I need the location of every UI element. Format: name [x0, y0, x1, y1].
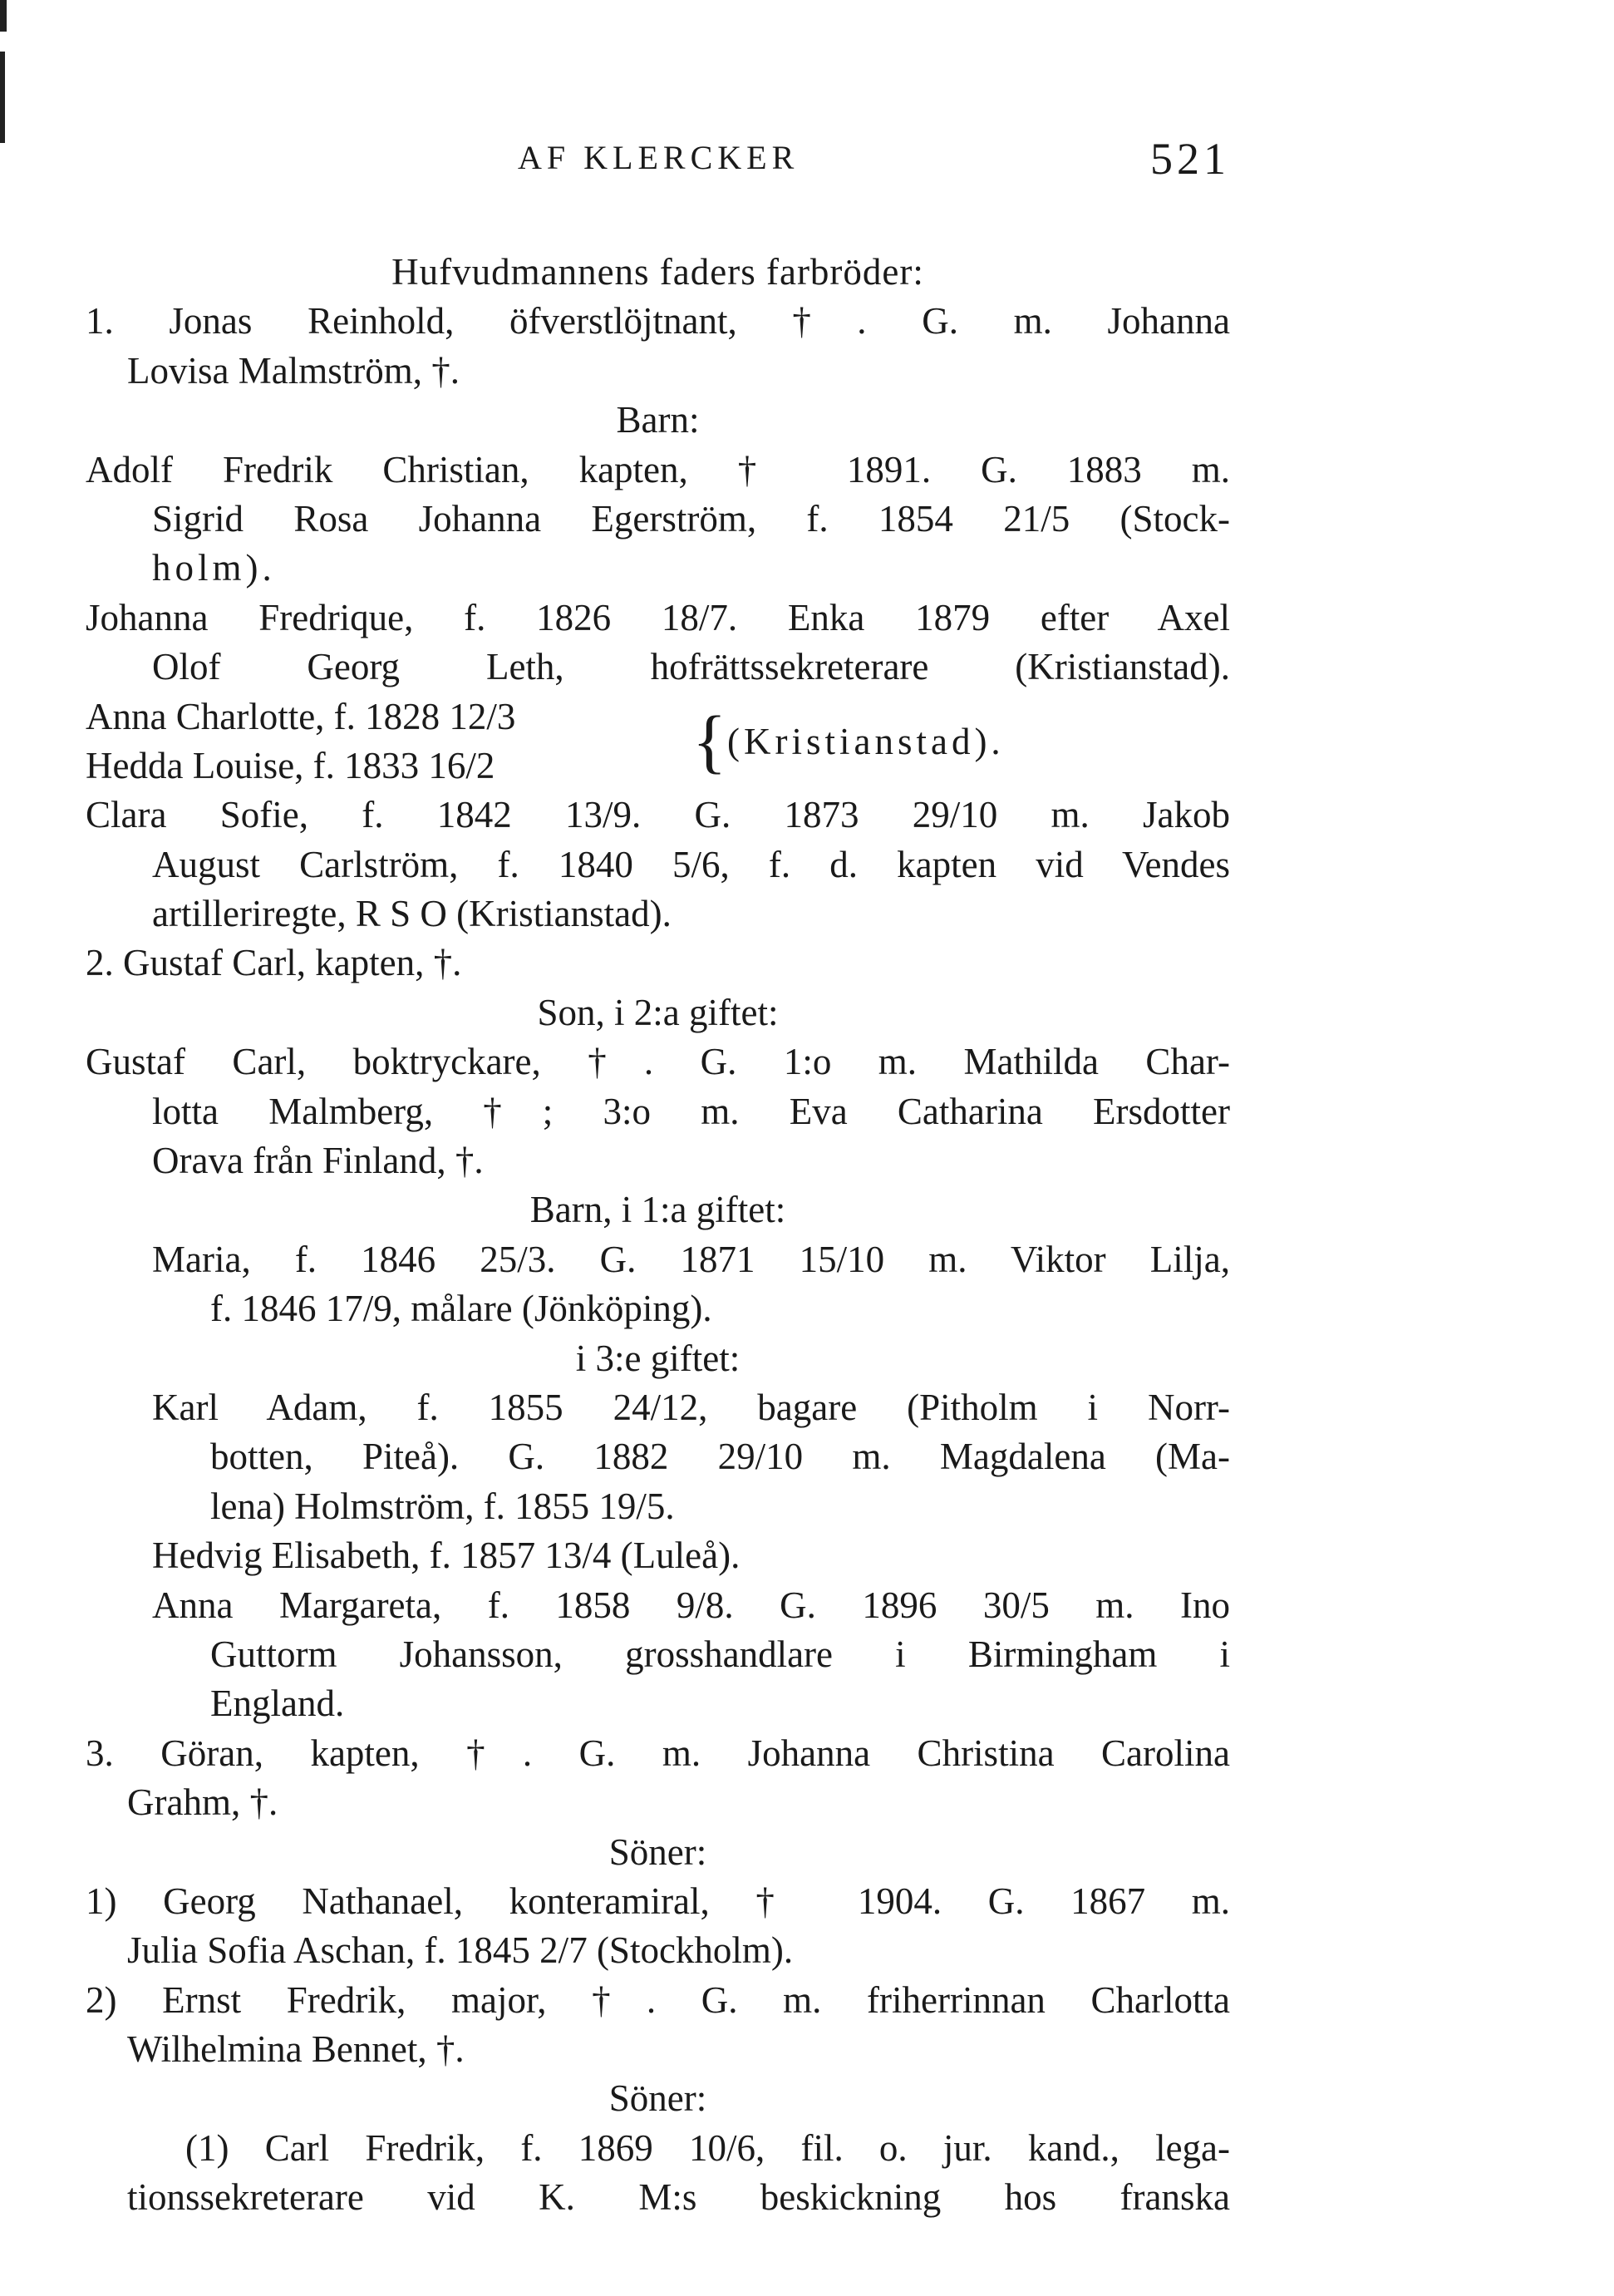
text-line: Hedvig Elisabeth, f. 1857 13/4 (Luleå). [152, 1535, 741, 1577]
text-line: (1) Carl Fredrik, f. 1869 10/6, fil. o. jur. kand., lega- [185, 2126, 1230, 2169]
bracket-place: (Kristianstad). [727, 720, 1005, 762]
text-line: lotta Malmberg, †; 3:o m. Eva Catharina Ersdotter [152, 1090, 1230, 1132]
subheading: Son, i 2:a giftet: [537, 991, 779, 1033]
text-line: England. [210, 1683, 345, 1725]
text-line: Adolf Fredrik Christian, kapten, † 1891. G. 1883 m. [86, 448, 1230, 490]
text-line: Sigrid Rosa Johanna Egerström, f. 1854 21/5 (Stock- [152, 497, 1230, 540]
text-line: Orava från Finland, †. [152, 1140, 484, 1182]
text-line: Maria, f. 1846 25/3. G. 1871 15/10 m. Viktor Lilja, [152, 1238, 1230, 1280]
text-line: Hedda Louise, f. 1833 16/2 [86, 744, 495, 786]
bracketed-entries [86, 692, 1230, 791]
page-body [86, 248, 1230, 2223]
text-line: Guttorm Johansson, grosshandlare i Birmingham i [210, 1633, 1230, 1675]
text-line: 2. Gustaf Carl, kapten, †. [86, 942, 462, 984]
text-line: August Carlström, f. 1840 5/6, f. d. kapten vid Vendes [152, 843, 1230, 885]
text-line: Anna Margareta, f. 1858 9/8. G. 1896 30/5 m. Ino [152, 1584, 1230, 1626]
text-line: f. 1846 17/9, målare (Jönköping). [210, 1288, 712, 1330]
text-line: tionssekreterare vid K. M:s beskickning hos franska [127, 2176, 1230, 2219]
text-line: artilleriregte, R S O (Kristianstad). [152, 893, 672, 935]
subheading: Söner: [608, 1830, 707, 1873]
text-line: Clara Sofie, f. 1842 13/9. G. 1873 29/10 m. Jakob [86, 794, 1230, 836]
text-line: 1) Georg Nathanael, konteramiral, † 1904. G. 1867 m. [86, 1880, 1230, 1922]
subheading: Barn, i 1:a giftet: [529, 1189, 786, 1231]
text-line: 2) Ernst Fredrik, major, †. G. m. friherrinnan Charlotta [86, 1978, 1230, 2021]
page-number: 521 [1150, 134, 1230, 184]
text-line: Gustaf Carl, boktryckare, †. G. 1:o m. Mathilda Char- [86, 1041, 1230, 1083]
text-line: botten, Piteå). G. 1882 29/10 m. Magdalena (Ma- [210, 1436, 1230, 1478]
text-line: Wilhelmina Bennet, †. [127, 2028, 465, 2071]
scan-edge-mark [0, 52, 5, 143]
running-head-title: AF KLERCKER [518, 139, 800, 176]
section-heading: Hufvudmannens faders farbröder: [391, 251, 924, 293]
text-line: Anna Charlotte, f. 1828 12/3 [86, 695, 516, 737]
text-line: Julia Sofia Aschan, f. 1845 2/7 (Stockholm). [127, 1929, 794, 1972]
text-line: Johanna Fredrique, f. 1826 18/7. Enka 1879 efter Axel [86, 596, 1230, 638]
text-line: Karl Adam, f. 1855 24/12, bagare (Pitholm i Norr- [152, 1387, 1230, 1428]
text-line: lena) Holmström, f. 1855 19/5. [210, 1485, 675, 1527]
text-line: Lovisa Malmström, †. [127, 349, 460, 392]
subheading: Barn: [616, 399, 700, 441]
brace-glyph: { [692, 700, 727, 781]
text-line: Olof Georg Leth, hofrättssekreterare (Kristianstad). [152, 646, 1230, 688]
text-line: 3. Göran, kapten, †. G. m. Johanna Christina Carolina [86, 1732, 1230, 1774]
text-line: Grahm, †. [127, 1781, 278, 1824]
subheading: i 3:e giftet: [575, 1337, 741, 1379]
subheading: Söner: [608, 2077, 707, 2120]
scan-edge-mark [0, 0, 7, 32]
text-line: holm). [152, 547, 276, 589]
text-line: 1. Jonas Reinhold, öfverstlöjtnant, †. G. m. Johanna [86, 300, 1230, 342]
running-head [86, 134, 1230, 188]
